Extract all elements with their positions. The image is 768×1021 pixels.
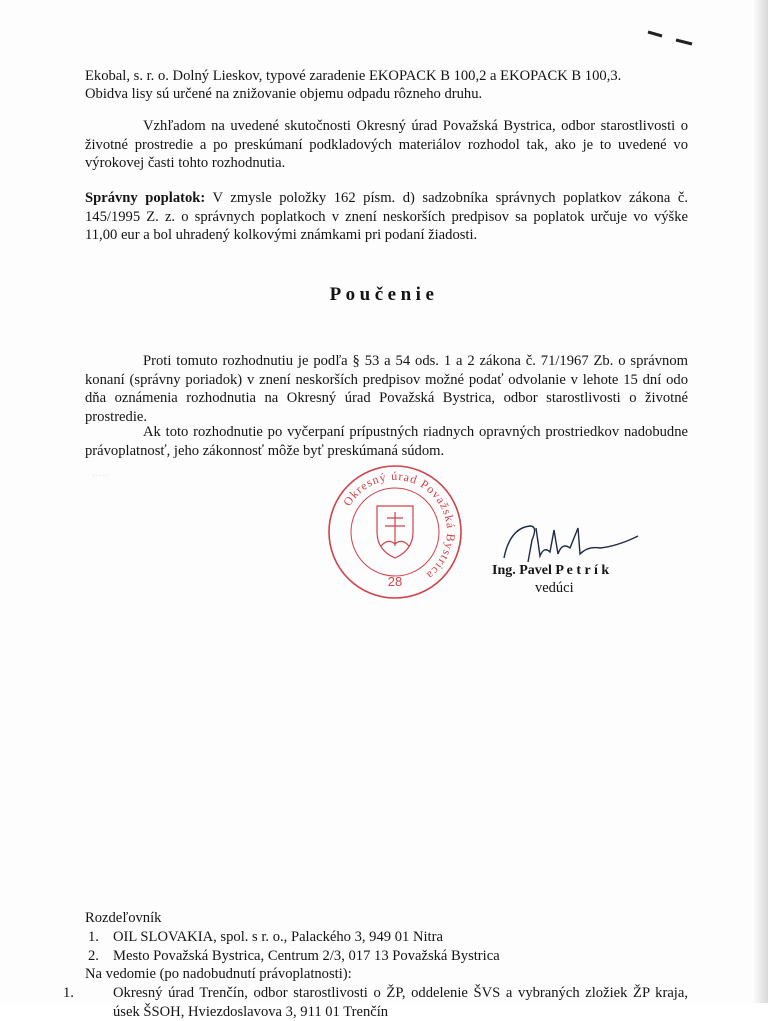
bleed-through-text: ····· <box>92 470 109 481</box>
fee-label: Správny poplatok: <box>85 190 206 206</box>
fee-text: V zmysle položky 162 písm. d) sadzobníka správnych poplatkov zákona č. 145/1995 Z. z. o správnych poplatkoch v znení neskorších predpisov sa poplatok určuje vo výške 11,00 eur a bol uhradený kolkovými známkami pri podaní žiadosti. <box>85 190 688 243</box>
scan-marks <box>640 24 700 54</box>
coat-of-arms-icon <box>377 506 413 558</box>
section-heading: Poučenie <box>329 284 439 305</box>
list-text: Okresný úrad Trenčín, odbor starostlivosti o ŽP, oddelenie ŠVS a vybraných zložiek ŽP kraja, úsek ŠSOH, Hviezdoslavova 3, 911 01 Trenčín <box>113 985 688 1020</box>
handwritten-signature <box>500 518 640 568</box>
list-text: OIL SLOVAKIA, spol. s r. o., Palackého 3, 949 01 Nitra <box>113 929 443 945</box>
list-number: 1. <box>63 985 74 1001</box>
stamp-number: 28 <box>387 574 403 589</box>
list-number: 2. <box>88 948 99 964</box>
appeal-paragraph: Proti tomuto rozhodnutiu je podľa § 53 a 54 ods. 1 a 2 zákona č. 71/1967 Zb. o správnom konaní (správny poriadok) v znení neskorších predpisov možné podať odvolanie v lehote 15 dní odo dňa oznámenia rozhodnutia na Okresný úrad Považská Bystrica, odbor starostlivosti o životné prostredie. <box>85 353 688 425</box>
scan-edge-shadow <box>754 0 768 1003</box>
list-text: Mesto Považská Bystrica, Centrum 2/3, 017 13 Považská Bystrica <box>113 948 500 964</box>
official-stamp <box>325 462 465 602</box>
signatory-name: Ing. Pavel P e t r í k <box>492 563 610 578</box>
decision-paragraph: Vzhľadom na uvedené skutočnosti Okresný úrad Považská Bystrica, odbor starostlivosti o životné prostredie a po preskúmaní podkladových materiálov rozhodol tak, ako je to uvedené vo výrokovej časti tohto rozhodnutia. <box>85 118 688 171</box>
distribution-title: Rozdeľovník <box>85 910 162 926</box>
intro-line-1: Ekobal, s. r. o. Dolný Lieskov, typové zaradenie EKOPACK B 100,2 a EKOPACK B 100,3. <box>85 68 622 84</box>
list-number: 1. <box>88 929 99 945</box>
note-title: Na vedomie (po nadobudnutí právoplatnosti): <box>85 966 352 982</box>
signatory-role: vedúci <box>535 580 574 596</box>
finality-paragraph: Ak toto rozhodnutie po vyčerpaní prípustných riadnych opravných prostriedkov nadobudne právoplatnosť, jeho zákonnosť môže byť preskúmaná súdom. <box>85 424 688 459</box>
intro-line-2: Obidva lisy sú určené na znižovanie objemu odpadu rôzneho druhu. <box>85 86 483 102</box>
distribution-list <box>85 909 161 928</box>
distribution-item <box>88 947 500 966</box>
distribution-item <box>88 928 443 947</box>
stamp-ring-text: Okresný úrad Považská Bystrica <box>340 468 459 583</box>
fee-paragraph <box>85 189 688 245</box>
